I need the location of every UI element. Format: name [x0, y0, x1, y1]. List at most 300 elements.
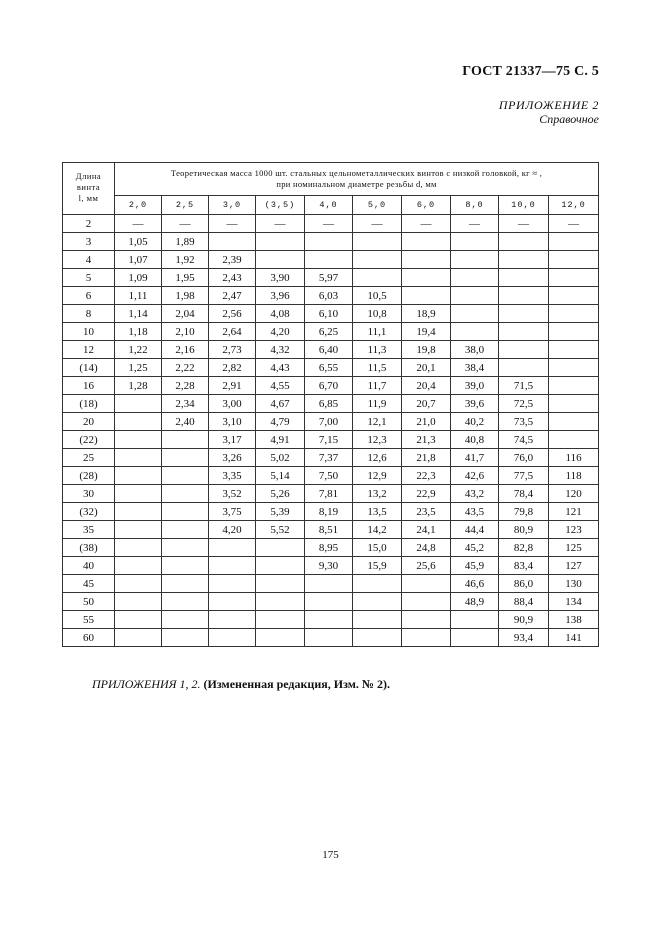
mass-cell: 4,43: [256, 359, 305, 377]
length-cell: 60: [63, 629, 115, 647]
mass-cell: 2,91: [209, 377, 256, 395]
length-cell: 30: [63, 485, 115, 503]
mass-cell: [549, 323, 599, 341]
table-row: [63, 377, 599, 395]
mass-cell: 14,2: [353, 521, 402, 539]
mass-cell: [353, 593, 402, 611]
length-header-line1: Длина: [75, 171, 102, 181]
table-row: [63, 557, 599, 575]
mass-cell: [402, 287, 451, 305]
mass-cell: 90,9: [499, 611, 549, 629]
mass-cell: 125: [549, 539, 599, 557]
table-row: [63, 413, 599, 431]
diameter-header: (3,5): [256, 196, 305, 215]
mass-cell: 22,9: [402, 485, 451, 503]
mass-cell: [402, 575, 451, 593]
mass-cell: 43,5: [451, 503, 499, 521]
mass-cell: 23,5: [402, 503, 451, 521]
mass-cell: [499, 269, 549, 287]
mass-cell: 46,6: [451, 575, 499, 593]
mass-cell: 86,0: [499, 575, 549, 593]
mass-cell: 42,6: [451, 467, 499, 485]
mass-cell: [499, 251, 549, 269]
mass-cell: 13,2: [353, 485, 402, 503]
mass-cell: 3,75: [209, 503, 256, 521]
diameter-header: 8,0: [451, 196, 499, 215]
mass-cell: 11,3: [353, 341, 402, 359]
mass-cell: 45,2: [451, 539, 499, 557]
mass-cell: 2,34: [162, 395, 209, 413]
mass-cell: 12,1: [353, 413, 402, 431]
mass-cell: 1,07: [115, 251, 162, 269]
mass-cell: 11,7: [353, 377, 402, 395]
mass-cell: [549, 287, 599, 305]
mass-cell: 7,37: [305, 449, 353, 467]
table-row: [63, 431, 599, 449]
mass-cell: 7,50: [305, 467, 353, 485]
mass-cell: 1,98: [162, 287, 209, 305]
length-cell: (28): [63, 467, 115, 485]
mass-cell: 141: [549, 629, 599, 647]
diameter-header: 3,0: [209, 196, 256, 215]
mass-cell: 71,5: [499, 377, 549, 395]
mass-cell: [353, 233, 402, 251]
length-cell: 50: [63, 593, 115, 611]
mass-cell: 2,64: [209, 323, 256, 341]
mass-cell: 2,04: [162, 305, 209, 323]
mass-cell: 73,5: [499, 413, 549, 431]
mass-cell: 2,28: [162, 377, 209, 395]
mass-cell: 78,4: [499, 485, 549, 503]
mass-cell: [162, 485, 209, 503]
mass-cell: [115, 593, 162, 611]
mass-cell: 5,14: [256, 467, 305, 485]
mass-cell: [499, 233, 549, 251]
mass-cell: 4,08: [256, 305, 305, 323]
mass-cell: —: [162, 215, 209, 233]
mass-cell: [402, 611, 451, 629]
mass-cell: 11,9: [353, 395, 402, 413]
diameter-header: 2,5: [162, 196, 209, 215]
mass-cell: 15,0: [353, 539, 402, 557]
mass-cell: [451, 269, 499, 287]
mass-cell: 38,4: [451, 359, 499, 377]
mass-cell: 24,1: [402, 521, 451, 539]
mass-cell: 2,10: [162, 323, 209, 341]
table-row: [63, 233, 599, 251]
length-cell: (38): [63, 539, 115, 557]
mass-cell: 1,11: [115, 287, 162, 305]
mass-table-body: [63, 215, 599, 647]
mass-cell: [499, 305, 549, 323]
mass-cell: 127: [549, 557, 599, 575]
note-italic: ПРИЛОЖЕНИЯ 1, 2.: [92, 677, 201, 691]
mass-cell: [115, 575, 162, 593]
mass-cell: [451, 611, 499, 629]
mass-cell: 20,1: [402, 359, 451, 377]
mass-cell: 18,9: [402, 305, 451, 323]
mass-cell: 1,14: [115, 305, 162, 323]
mass-cell: 4,67: [256, 395, 305, 413]
mass-cell: 48,9: [451, 593, 499, 611]
diameter-header: 5,0: [353, 196, 402, 215]
mass-cell: 20,7: [402, 395, 451, 413]
mass-cell: [162, 629, 209, 647]
appendix-subtitle: Справочное: [539, 112, 599, 126]
length-cell: 3: [63, 233, 115, 251]
mass-cell: —: [256, 215, 305, 233]
mass-cell: 12,9: [353, 467, 402, 485]
mass-cell: [115, 485, 162, 503]
mass-cell: [549, 233, 599, 251]
mass-cell: —: [549, 215, 599, 233]
table-row: [63, 539, 599, 557]
mass-cell: 10,8: [353, 305, 402, 323]
table-row: [63, 305, 599, 323]
mass-cell: 12,6: [353, 449, 402, 467]
mass-cell: 3,96: [256, 287, 305, 305]
mass-cell: [162, 467, 209, 485]
mass-cell: [402, 629, 451, 647]
mass-cell: 2,73: [209, 341, 256, 359]
mass-cell: [402, 269, 451, 287]
mass-cell: 12,3: [353, 431, 402, 449]
mass-cell: [451, 287, 499, 305]
mass-cell: [256, 611, 305, 629]
mass-cell: 1,89: [162, 233, 209, 251]
diameter-header: 4,0: [305, 196, 353, 215]
mass-cell: 9,30: [305, 557, 353, 575]
length-header-line2: винта: [76, 182, 101, 192]
mass-cell: [549, 395, 599, 413]
mass-cell: [305, 251, 353, 269]
length-cell: 6: [63, 287, 115, 305]
mass-cell: [162, 611, 209, 629]
mass-cell: 1,22: [115, 341, 162, 359]
mass-cell: 4,55: [256, 377, 305, 395]
mass-cell: 7,15: [305, 431, 353, 449]
mass-cell: [451, 305, 499, 323]
mass-cell: 6,40: [305, 341, 353, 359]
mass-cell: 4,20: [209, 521, 256, 539]
mass-cell: 38,0: [451, 341, 499, 359]
length-cell: 12: [63, 341, 115, 359]
mass-cell: [305, 611, 353, 629]
mass-cell: 10,5: [353, 287, 402, 305]
page-number: 175: [322, 849, 339, 861]
mass-cell: [209, 557, 256, 575]
mass-cell: [256, 629, 305, 647]
diameter-header: 10,0: [499, 196, 549, 215]
mass-cell: 6,55: [305, 359, 353, 377]
mass-cell: 2,22: [162, 359, 209, 377]
mass-cell: [115, 503, 162, 521]
appendix-note: [92, 677, 390, 692]
mass-cell: 3,90: [256, 269, 305, 287]
diameter-header: 2,0: [115, 196, 162, 215]
mass-cell: 5,02: [256, 449, 305, 467]
mass-cell: [549, 359, 599, 377]
mass-cell: [162, 449, 209, 467]
length-column-header: [63, 163, 115, 215]
mass-cell: [353, 611, 402, 629]
mass-cell: 2,56: [209, 305, 256, 323]
mass-cell: 21,0: [402, 413, 451, 431]
mass-cell: —: [499, 215, 549, 233]
mass-header: [115, 163, 599, 196]
mass-cell: [115, 467, 162, 485]
mass-cell: [256, 233, 305, 251]
mass-cell: 21,8: [402, 449, 451, 467]
mass-cell: [162, 503, 209, 521]
mass-cell: 11,1: [353, 323, 402, 341]
mass-cell: —: [209, 215, 256, 233]
mass-cell: [256, 593, 305, 611]
mass-cell: [209, 539, 256, 557]
mass-cell: 6,25: [305, 323, 353, 341]
mass-cell: 13,5: [353, 503, 402, 521]
length-cell: 55: [63, 611, 115, 629]
mass-cell: [256, 251, 305, 269]
table-row: [63, 215, 599, 233]
mass-cell: 123: [549, 521, 599, 539]
mass-cell: 1,95: [162, 269, 209, 287]
mass-cell: 20,4: [402, 377, 451, 395]
mass-cell: 93,4: [499, 629, 549, 647]
mass-cell: [499, 323, 549, 341]
mass-cell: [305, 575, 353, 593]
mass-cell: 116: [549, 449, 599, 467]
mass-cell: [353, 251, 402, 269]
mass-cell: 45,9: [451, 557, 499, 575]
mass-cell: 2,47: [209, 287, 256, 305]
table-row: [63, 449, 599, 467]
mass-cell: 8,95: [305, 539, 353, 557]
mass-cell: [115, 539, 162, 557]
mass-cell: 21,3: [402, 431, 451, 449]
mass-cell: [162, 431, 209, 449]
mass-cell: [549, 341, 599, 359]
diameter-header-row: [63, 196, 599, 215]
mass-cell: [305, 233, 353, 251]
mass-cell: 19,4: [402, 323, 451, 341]
length-cell: 4: [63, 251, 115, 269]
mass-cell: 88,4: [499, 593, 549, 611]
mass-cell: 3,52: [209, 485, 256, 503]
mass-cell: [499, 341, 549, 359]
mass-cell: 118: [549, 467, 599, 485]
mass-cell: [402, 233, 451, 251]
mass-cell: [115, 557, 162, 575]
length-cell: 16: [63, 377, 115, 395]
mass-cell: 6,03: [305, 287, 353, 305]
mass-cell: 39,0: [451, 377, 499, 395]
table-row: [63, 593, 599, 611]
mass-cell: 8,19: [305, 503, 353, 521]
mass-cell: [209, 629, 256, 647]
mass-cell: —: [451, 215, 499, 233]
mass-cell: —: [305, 215, 353, 233]
mass-cell: 83,4: [499, 557, 549, 575]
mass-cell: [209, 611, 256, 629]
diameter-header: 12,0: [549, 196, 599, 215]
length-cell: (32): [63, 503, 115, 521]
note-bold: (Измененная редакция, Изм. № 2).: [203, 677, 390, 691]
mass-cell: 82,8: [499, 539, 549, 557]
mass-cell: [209, 593, 256, 611]
diameter-header: 6,0: [402, 196, 451, 215]
mass-cell: [451, 323, 499, 341]
mass-cell: 3,17: [209, 431, 256, 449]
mass-cell: 121: [549, 503, 599, 521]
mass-cell: [115, 629, 162, 647]
mass-cell: [115, 413, 162, 431]
mass-cell: 5,39: [256, 503, 305, 521]
table-row: [63, 341, 599, 359]
length-cell: (22): [63, 431, 115, 449]
mass-cell: 40,2: [451, 413, 499, 431]
table-row: [63, 323, 599, 341]
mass-cell: 6,70: [305, 377, 353, 395]
length-cell: 45: [63, 575, 115, 593]
length-cell: 2: [63, 215, 115, 233]
appendix-heading: [499, 98, 599, 126]
mass-cell: [162, 521, 209, 539]
mass-header-line2: при номинальном диаметре резьбы d, мм: [276, 179, 437, 189]
mass-cell: 25,6: [402, 557, 451, 575]
mass-cell: [305, 629, 353, 647]
length-cell: 8: [63, 305, 115, 323]
mass-cell: [115, 395, 162, 413]
mass-cell: 3,00: [209, 395, 256, 413]
mass-cell: —: [353, 215, 402, 233]
mass-cell: 40,8: [451, 431, 499, 449]
mass-cell: 43,2: [451, 485, 499, 503]
mass-cell: 5,26: [256, 485, 305, 503]
mass-cell: 74,5: [499, 431, 549, 449]
mass-cell: 4,79: [256, 413, 305, 431]
mass-cell: 44,4: [451, 521, 499, 539]
mass-cell: [256, 557, 305, 575]
mass-cell: 138: [549, 611, 599, 629]
mass-cell: 79,8: [499, 503, 549, 521]
mass-cell: 4,91: [256, 431, 305, 449]
mass-cell: [549, 377, 599, 395]
mass-cell: 41,7: [451, 449, 499, 467]
mass-cell: [402, 593, 451, 611]
table-row: [63, 503, 599, 521]
mass-cell: [549, 269, 599, 287]
mass-cell: 3,35: [209, 467, 256, 485]
mass-cell: [451, 629, 499, 647]
table-row: [63, 251, 599, 269]
mass-cell: [499, 287, 549, 305]
mass-cell: 7,00: [305, 413, 353, 431]
mass-cell: 72,5: [499, 395, 549, 413]
mass-cell: [162, 593, 209, 611]
appendix-title: ПРИЛОЖЕНИЕ 2: [498, 98, 599, 112]
mass-cell: 8,51: [305, 521, 353, 539]
mass-cell: [549, 431, 599, 449]
table-row: [63, 269, 599, 287]
length-cell: 25: [63, 449, 115, 467]
mass-cell: [162, 575, 209, 593]
mass-cell: 1,25: [115, 359, 162, 377]
mass-cell: [305, 593, 353, 611]
mass-cell: 120: [549, 485, 599, 503]
mass-cell: 2,82: [209, 359, 256, 377]
mass-cell: [115, 431, 162, 449]
mass-cell: 2,40: [162, 413, 209, 431]
mass-cell: 3,10: [209, 413, 256, 431]
length-cell: 10: [63, 323, 115, 341]
mass-cell: 5,52: [256, 521, 305, 539]
mass-cell: [353, 575, 402, 593]
mass-cell: [353, 269, 402, 287]
mass-cell: [549, 413, 599, 431]
mass-cell: 24,8: [402, 539, 451, 557]
table-row: [63, 611, 599, 629]
mass-cell: 1,92: [162, 251, 209, 269]
mass-cell: —: [402, 215, 451, 233]
table-row: [63, 629, 599, 647]
mass-cell: [115, 521, 162, 539]
mass-cell: 6,10: [305, 305, 353, 323]
mass-cell: 15,9: [353, 557, 402, 575]
mass-header-line1: Теоретическая масса 1000 шт. стальных цельнометаллических винтов с низкой головкой, кг ≈ ,: [170, 168, 543, 178]
length-header-line3: l, мм: [78, 193, 99, 203]
mass-cell: 134: [549, 593, 599, 611]
mass-cell: 4,32: [256, 341, 305, 359]
table-row: [63, 395, 599, 413]
mass-cell: 76,0: [499, 449, 549, 467]
mass-cell: 22,3: [402, 467, 451, 485]
mass-cell: 39,6: [451, 395, 499, 413]
mass-cell: —: [115, 215, 162, 233]
mass-cell: [353, 629, 402, 647]
mass-cell: 1,18: [115, 323, 162, 341]
mass-cell: [256, 539, 305, 557]
mass-cell: 1,05: [115, 233, 162, 251]
mass-cell: [549, 251, 599, 269]
mass-cell: [209, 233, 256, 251]
mass-cell: 1,28: [115, 377, 162, 395]
length-cell: 35: [63, 521, 115, 539]
mass-cell: 7,81: [305, 485, 353, 503]
length-cell: (18): [63, 395, 115, 413]
mass-cell: 11,5: [353, 359, 402, 377]
mass-cell: 130: [549, 575, 599, 593]
table-row: [63, 287, 599, 305]
mass-cell: 2,39: [209, 251, 256, 269]
table-row: [63, 485, 599, 503]
mass-cell: [115, 449, 162, 467]
mass-cell: 4,20: [256, 323, 305, 341]
mass-cell: 2,16: [162, 341, 209, 359]
length-cell: (14): [63, 359, 115, 377]
mass-cell: [402, 251, 451, 269]
mass-cell: 2,43: [209, 269, 256, 287]
mass-cell: 19,8: [402, 341, 451, 359]
mass-cell: [451, 233, 499, 251]
length-cell: 20: [63, 413, 115, 431]
document-code: ГОСТ 21337—75 С. 5: [462, 64, 599, 79]
table-row: [63, 467, 599, 485]
mass-cell: [499, 359, 549, 377]
length-cell: 5: [63, 269, 115, 287]
table-row: [63, 575, 599, 593]
mass-cell: 80,9: [499, 521, 549, 539]
